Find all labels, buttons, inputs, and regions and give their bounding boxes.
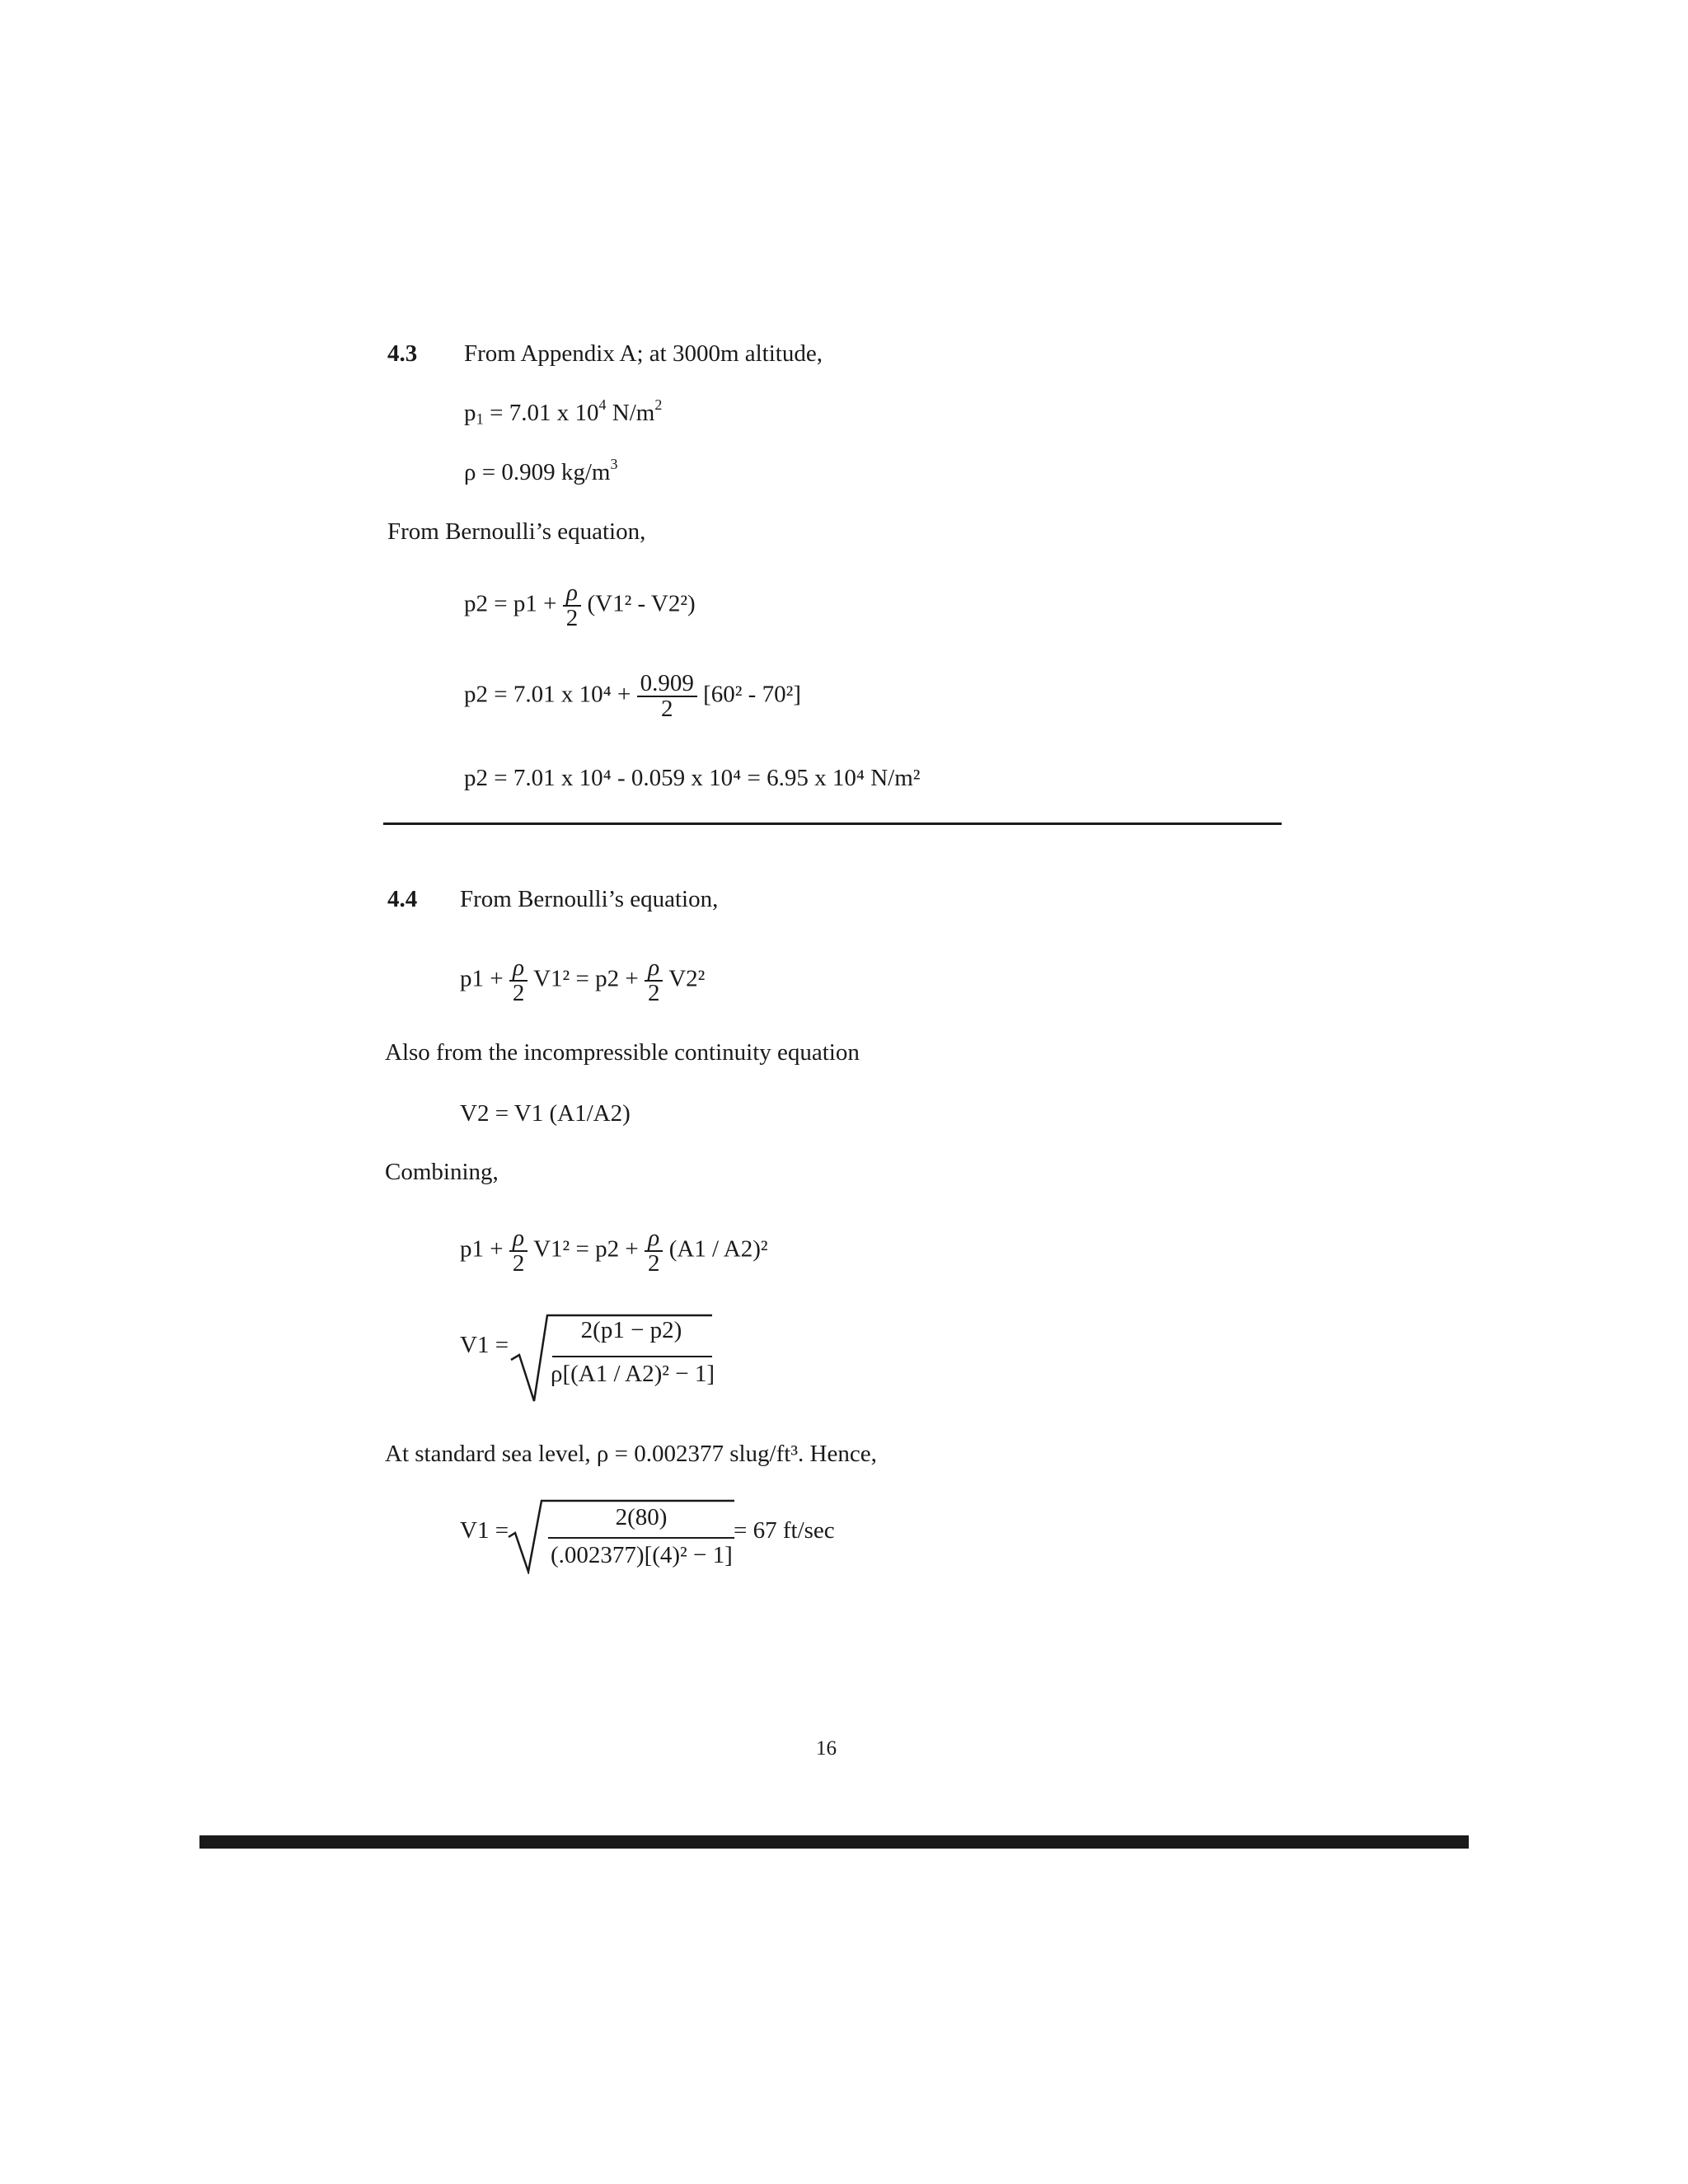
eq-4-4-1-b: V1² = p2 + bbox=[533, 965, 639, 992]
footer-bar bbox=[199, 1835, 1469, 1849]
eq-4-4-4-num: 2(80) bbox=[615, 1504, 668, 1530]
eq-4-4-2-num-2: ρ bbox=[648, 1225, 660, 1251]
section-number-4-4: 4.4 bbox=[387, 886, 418, 912]
eq-4-4-4-result: = 67 ft/sec bbox=[734, 1517, 835, 1544]
eq-4-3-2-den: 2 bbox=[660, 696, 673, 722]
p1-subscript: 1 bbox=[476, 410, 484, 429]
eq-4-4-1-a: p1 + bbox=[460, 965, 504, 992]
rho-exponent: 3 bbox=[610, 456, 618, 473]
eq-4-3-result: p2 = 7.01 x 10⁴ - 0.059 x 10⁴ = 6.95 x 10⁴ N/m² bbox=[464, 765, 921, 791]
page-number: 16 bbox=[816, 1737, 837, 1760]
eq-4-4-2-frac-2 bbox=[645, 1226, 663, 1276]
p1-unit: N/m bbox=[606, 400, 655, 426]
eq-4-4-combined bbox=[460, 1226, 768, 1276]
eq-4-3-substitution bbox=[464, 672, 801, 721]
eq-4-4-2-a: p1 + bbox=[460, 1235, 504, 1263]
rho-given bbox=[464, 456, 618, 485]
p1-unit-exponent: 2 bbox=[654, 396, 663, 414]
eq-4-4-3-num: 2(p1 − p2) bbox=[580, 1317, 682, 1343]
p1-value: = 7.01 x 10 bbox=[483, 400, 599, 426]
p1-exponent: 4 bbox=[598, 396, 607, 414]
section-4-3-intro: From Appendix A; at 3000m altitude, bbox=[464, 340, 823, 367]
eq-4-3-1-num: ρ bbox=[566, 579, 578, 606]
eq-4-3-1-rhs: (V1² - V2²) bbox=[587, 590, 696, 617]
eq-4-3-1-den: 2 bbox=[565, 605, 579, 631]
section-4-4-intro: From Bernoulli’s equation, bbox=[460, 886, 719, 912]
section-number-4-3: 4.3 bbox=[387, 340, 418, 367]
eq-4-3-bernoulli bbox=[464, 581, 696, 630]
eq-4-4-2-c: (A1 / A2)² bbox=[668, 1235, 768, 1263]
eq-4-4-1-frac-2 bbox=[645, 956, 663, 1005]
eq-4-3-1-fraction bbox=[563, 581, 582, 630]
sea-level-text: At standard sea level, ρ = 0.002377 slug/ft³. Hence, bbox=[385, 1441, 877, 1467]
eq-4-3-1-lhs: p2 = p1 + bbox=[464, 590, 557, 617]
eq-4-3-2-fraction bbox=[637, 672, 697, 721]
eq-4-4-3-den: ρ[(A1 / A2)² − 1] bbox=[551, 1361, 715, 1387]
eq-4-4-1-den-2: 2 bbox=[647, 980, 660, 1006]
eq-4-4-2-b: V1² = p2 + bbox=[533, 1235, 639, 1263]
p1-symbol: p bbox=[464, 400, 476, 426]
section-divider bbox=[383, 823, 1282, 825]
rho-value: = 0.909 kg/m bbox=[476, 459, 611, 485]
eq-4-4-3-lhs: V1 = bbox=[460, 1332, 509, 1358]
eq-4-4-1-c: V2² bbox=[668, 965, 706, 992]
eq-4-4-1-frac-1 bbox=[509, 956, 528, 1005]
continuity-equation: V2 = V1 (A1/A2) bbox=[460, 1100, 631, 1127]
eq-4-4-1-num-2: ρ bbox=[648, 954, 660, 981]
bernoulli-intro-4-3: From Bernoulli’s equation, bbox=[387, 518, 646, 545]
eq-4-4-2-frac-1 bbox=[509, 1226, 528, 1276]
continuity-intro: Also from the incompressible continuity equation bbox=[385, 1039, 860, 1066]
eq-4-4-4-den: (.002377)[(4)² − 1] bbox=[551, 1542, 733, 1568]
eq-4-3-2-lhs: p2 = 7.01 x 10⁴ + bbox=[464, 681, 631, 708]
eq-4-4-2-den-2: 2 bbox=[647, 1250, 660, 1277]
rho-symbol: ρ bbox=[464, 459, 476, 485]
eq-4-3-2-num: 0.909 bbox=[640, 670, 694, 696]
eq-4-4-1-den-1: 2 bbox=[512, 980, 525, 1006]
eq-4-4-2-num-1: ρ bbox=[513, 1225, 525, 1251]
eq-4-4-bernoulli bbox=[460, 956, 705, 1005]
eq-4-4-2-den-1: 2 bbox=[512, 1250, 525, 1277]
eq-4-4-4-lhs: V1 = bbox=[460, 1517, 509, 1544]
p1-given bbox=[464, 396, 663, 429]
combining-label: Combining, bbox=[385, 1159, 499, 1185]
eq-4-4-1-num-1: ρ bbox=[513, 954, 525, 981]
eq-4-3-2-rhs: [60² - 70²] bbox=[703, 681, 801, 708]
